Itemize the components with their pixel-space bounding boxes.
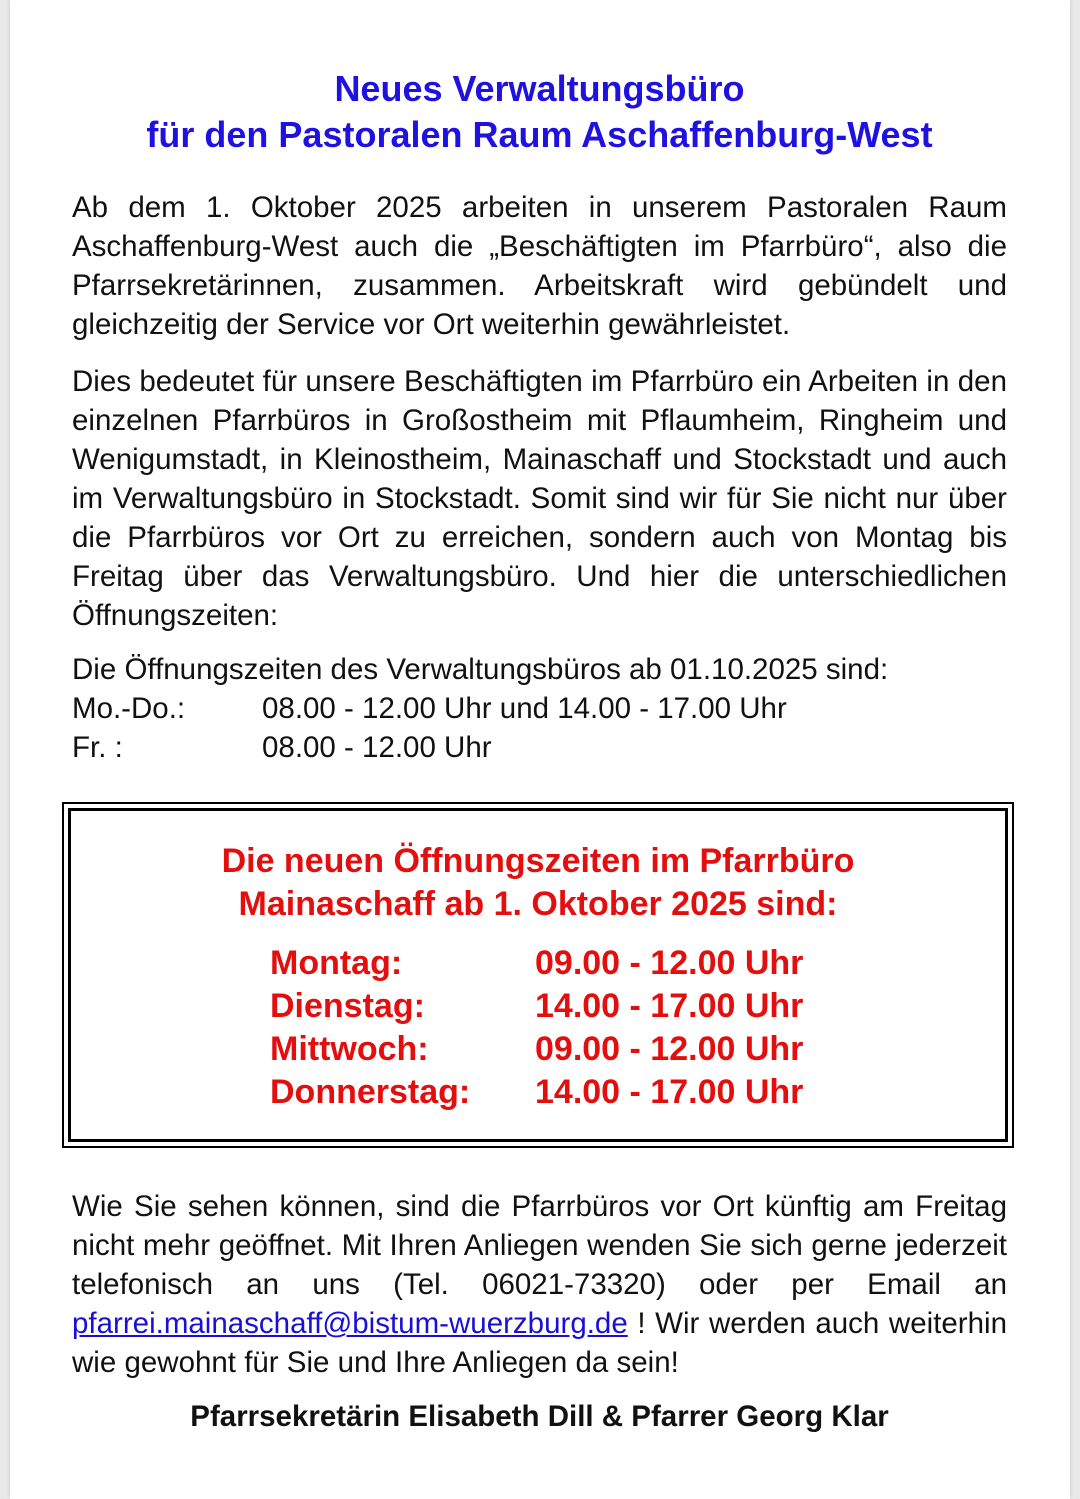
schedule-time: 09.00 - 12.00 Uhr (535, 944, 804, 982)
title-line-2: für den Pastoralen Raum Aschaffenburg-West (146, 114, 933, 155)
mainaschaff-schedule (270, 942, 870, 1114)
page-title (72, 66, 1007, 158)
highlight-box-title (64, 840, 1012, 926)
schedule-time: 14.00 - 17.00 Uhr (535, 987, 804, 1025)
schedule-row (270, 942, 870, 985)
schedule-row (270, 985, 870, 1028)
office-hours-time: 08.00 - 12.00 Uhr (262, 731, 492, 764)
office-hours-day: Fr. : (72, 731, 123, 764)
schedule-day: Mittwoch: (270, 1030, 429, 1068)
closing-text-after: ! Wir werden auch weiterhin wie gewohnt für Sie und Ihre Anliegen da sein! (72, 1307, 1007, 1379)
details-paragraph: Dies bedeutet für unsere Beschäftigten im Pfarrbüro ein Arbeiten in den einzelnen Pfarrbüros in Großostheim mit Pflaumheim, Ringheim und Wenigumstadt, in Kleinostheim, Mainaschaff und Stockstadt und auch im Verwaltungsbüro in Stockstadt. Somit sind wir für Sie nicht nur über die Pfarrbüros vor Ort zu erreichen, sondern auch von Montag bis Freitag über das Verwaltungsbüro. Und hier die unterschiedlichen Öffnungszeiten: (72, 365, 1007, 632)
office-hours-day: Mo.-Do.: (72, 692, 186, 725)
box-title-line-2: Mainaschaff ab 1. Oktober 2025 sind: (238, 885, 838, 923)
schedule-day: Dienstag: (270, 987, 425, 1025)
office-hours-intro: Die Öffnungszeiten des Verwaltungsbüros ab 01.10.2025 sind: (72, 653, 889, 686)
schedule-day: Donnerstag: (270, 1073, 471, 1111)
schedule-row (270, 1028, 870, 1071)
box-title-line-1: Die neuen Öffnungszeiten im Pfarrbüro (221, 842, 855, 880)
document-page (10, 0, 1070, 1499)
title-line-1: Neues Verwaltungsbüro (334, 68, 745, 109)
schedule-time: 14.00 - 17.00 Uhr (535, 1073, 804, 1111)
signature: Pfarrsekretärin Elisabeth Dill & Pfarrer Georg Klar (190, 1400, 889, 1433)
office-hours-time: 08.00 - 12.00 Uhr und 14.00 - 17.00 Uhr (262, 692, 787, 725)
schedule-day: Montag: (270, 944, 403, 982)
closing-text-before: Wie Sie sehen können, sind die Pfarrbüros vor Ort künftig am Freitag nicht mehr geöffnet. Mit Ihren Anliegen wenden Sie sich gerne jederzeit telefonisch an uns (Tel. 06021-73320) oder per Email an (72, 1190, 1007, 1301)
closing-paragraph (72, 1187, 1007, 1382)
schedule-time: 09.00 - 12.00 Uhr (535, 1030, 804, 1068)
highlight-box (62, 802, 1014, 1148)
email-link[interactable]: pfarrei.mainaschaff@bistum-wuerzburg.de (72, 1307, 628, 1340)
intro-paragraph: Ab dem 1. Oktober 2025 arbeiten in unserem Pastoralen Raum Aschaffenburg-West auch die „Beschäftigten im Pfarrbüro“, also die Pfarrsekretärinnen, zusammen. Arbeitskraft wird gebündelt und gleichzeitig der Service vor Ort weiterhin gewährleistet. (72, 191, 1007, 341)
schedule-row (270, 1071, 870, 1114)
